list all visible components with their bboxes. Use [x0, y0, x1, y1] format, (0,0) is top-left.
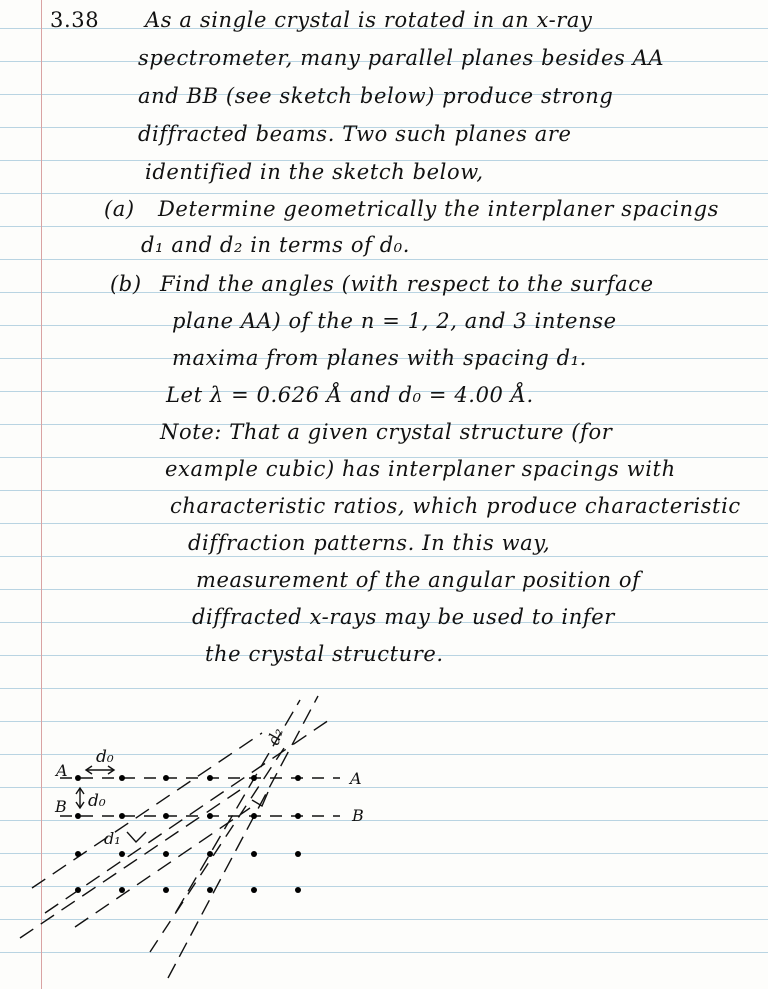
part-b-line-2: plane AA) of the n = 1, 2, and 3 intense — [172, 309, 617, 333]
label-d0-vertical: d₀ — [88, 791, 106, 811]
part-b-line-4: Let λ = 0.626 Å and d₀ = 4.00 Å. — [166, 383, 534, 407]
d1-plane-line — [75, 808, 250, 927]
lattice-point — [295, 887, 301, 893]
label-d2: d₂ — [263, 725, 287, 748]
lattice-point — [207, 813, 213, 819]
part-a-line-2: d₁ and d₂ in terms of d₀. — [141, 233, 411, 257]
d2-plane-line — [150, 745, 286, 952]
part-b-line-5: Note: That a given crystal structure (for — [160, 420, 613, 444]
lattice-point — [163, 813, 169, 819]
intro-line-3: and BB (see sketch below) produce strong — [138, 84, 614, 108]
part-b-line-1: Find the angles (with respect to the surface — [160, 272, 654, 296]
lattice-point — [119, 775, 125, 781]
lattice-point — [119, 813, 125, 819]
lattice-point — [163, 887, 169, 893]
problem-number: 3.38 — [50, 8, 100, 32]
lattice-point — [207, 775, 213, 781]
part-b-line-10: diffracted x-rays may be used to infer — [192, 605, 615, 629]
part-a-line-1: Determine geometrically the interplaner spacings — [158, 197, 720, 221]
part-b-line-9: measurement of the angular position of — [196, 568, 641, 592]
lattice-point — [251, 813, 257, 819]
part-a-label: (a) — [104, 197, 135, 221]
lattice-point — [251, 887, 257, 893]
right-angle-mark-d1 — [127, 832, 146, 842]
part-b-label: (b) — [110, 272, 142, 296]
lattice-point — [207, 851, 213, 857]
lattice-point — [163, 775, 169, 781]
intro-line-1: As a single crystal is rotated in an x-ray — [145, 8, 593, 32]
lattice-point — [119, 887, 125, 893]
lattice-point — [75, 887, 81, 893]
intro-line-4: diffracted beams. Two such planes are — [138, 122, 572, 146]
plane-label-b-left: B — [55, 797, 67, 816]
lattice-point — [207, 887, 213, 893]
part-b-line-7: characteristic ratios, which produce characteristic — [170, 494, 741, 518]
lattice-point — [251, 775, 257, 781]
lattice-point — [75, 775, 81, 781]
intro-line-2: spectrometer, many parallel planes besides AA — [138, 46, 665, 70]
plane-label-b-right: B — [352, 806, 364, 825]
part-b-line-8: diffraction patterns. In this way, — [188, 531, 551, 555]
lattice-point — [119, 851, 125, 857]
lattice-point — [163, 851, 169, 857]
lattice-point — [251, 851, 257, 857]
lattice-point — [295, 813, 301, 819]
part-b-line-3: maxima from planes with spacing d₁. — [172, 346, 587, 370]
d2-plane-line — [168, 696, 318, 978]
part-b-line-6: example cubic) has interplaner spacings with — [165, 457, 676, 481]
lattice-point — [295, 775, 301, 781]
label-d0-horizontal: d₀ — [96, 747, 114, 767]
plane-label-a-left: A — [56, 761, 68, 780]
label-d1: d₁ — [104, 829, 121, 848]
lattice-point — [75, 813, 81, 819]
intro-line-5: identified in the sketch below, — [145, 160, 484, 184]
part-b-line-11: the crystal structure. — [205, 642, 444, 666]
plane-label-a-right: A — [350, 769, 362, 788]
lattice-point — [295, 851, 301, 857]
lattice-point — [75, 851, 81, 857]
